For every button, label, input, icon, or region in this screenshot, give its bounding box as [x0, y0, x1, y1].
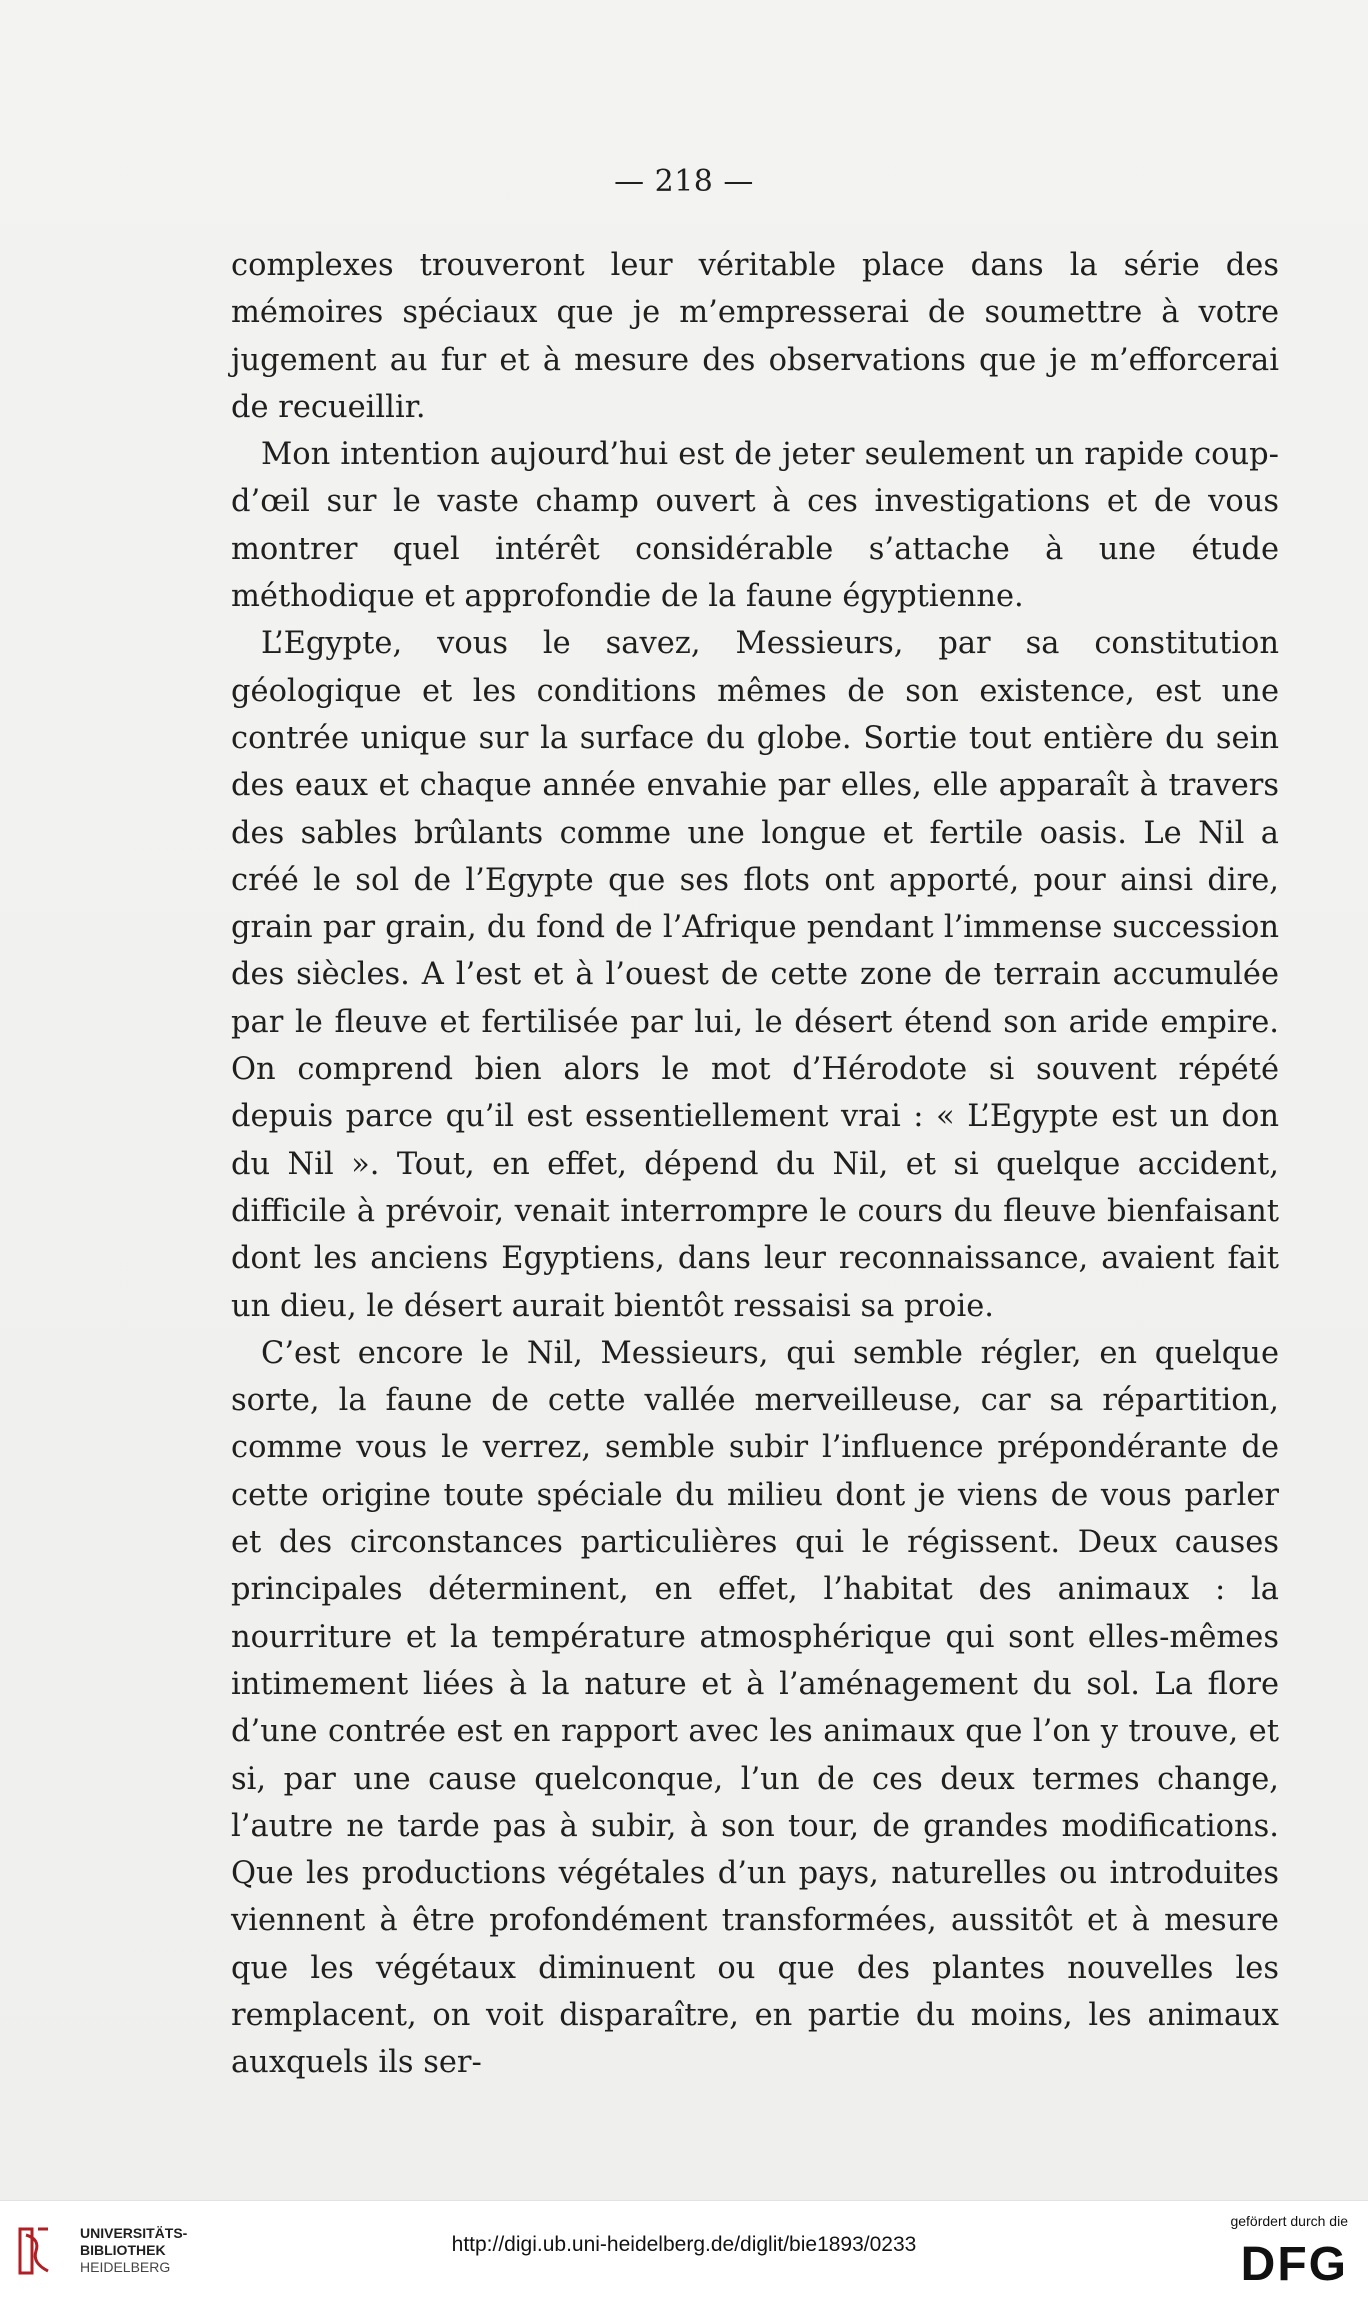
permalink-url[interactable]: http://digi.ub.uni-heidelberg.de/diglit/bie1893/0233	[451, 2233, 917, 2256]
paragraph-2: Mon intention aujourd’hui est de jeter seulement un rapide coup-d’œil sur le vaste champ ouvert à ces investigations et de vous montrer quel intérêt considérable s’attache à une étude méthodique et approfondie de la faune égyptienne.	[231, 437, 1279, 615]
funded-by-label: gefördert durch die	[1230, 2213, 1348, 2229]
paragraph-1: complexes trouveront leur véritable place dans la série des mémoires spéciaux que je m’empresserai de soumettre à votre jugement au fur et à mesure des observations que je m’efforcerai de recueillir.	[231, 248, 1279, 425]
viewer-footer	[0, 2200, 1368, 2300]
library-line-3: HEIDELBERG	[80, 2259, 171, 2275]
paragraph-4: C’est encore le Nil, Messieurs, qui semble régler, en quelque sorte, la faune de cette vallée merveilleuse, car sa répartition, comme vous le verrez, semble subir l’influence prépondérante de cette origine toute spéciale du milieu dont je viens de vous parler et des circonstances particulières qui le régissent. Deux causes principales déterminent, en effet, l’habitat des animaux : la nourriture et la température atmosphérique qui sont elles-mêmes intimement liées à la nature et à l’aménagement du sol. La flore d’une contrée est en rapport avec les animaux que l’on y trouve, et si, par une cause quelconque, l’un de ces deux termes change, l’autre ne tarde pas à subir, à son tour, de grandes modifications. Que les productions végétales d’un pays, naturelles ou introduites viennent à être profondément transformées, aussitôt et à mesure que les végétaux diminuent ou que des plantes nouvelles les remplacent, on voit disparaître, en partie du moins, les animaux auxquels ils ser-	[231, 1335, 1279, 2081]
page-number: — 218 —	[614, 164, 754, 199]
body-text	[231, 242, 1279, 2087]
library-line-1: UNIVERSITÄTS-	[80, 2225, 188, 2241]
library-line-2: BIBLIOTHEK	[80, 2242, 166, 2258]
dfg-logo: DFG	[1240, 2238, 1348, 2291]
paragraph-3: L’Egypte, vous le savez, Messieurs, par sa constitution géologique et les conditions mêmes de son existence, est une contrée unique sur la surface du globe. Sortie tout entière du sein des eaux et chaque année envahie par elles, elle apparaît à travers des sables brûlants comme une longue et fertile oasis. Le Nil a créé le sol de l’Egypte que ses flots ont apporté, pour ainsi dire, grain par grain, du fond de l’Afrique pendant l’immense succession des siècles. A l’est et à l’ouest de cette zone de terrain accumulée par le fleuve et fertilisée par lui, le désert étend son aride empire. On comprend bien alors le mot d’Hérodote si souvent répété depuis parce qu’il est essentiellement vrai : « L’Egypte est un don du Nil ». Tout, en effet, dépend du Nil, et si quelque accident, difficile à prévoir, venait interrompre le cours du fleuve bienfaisant dont les anciens Egyptiens, dans leur reconnaissance, avaient fait un dieu, le désert aurait bientôt ressaisi sa proie.	[231, 626, 1279, 1324]
